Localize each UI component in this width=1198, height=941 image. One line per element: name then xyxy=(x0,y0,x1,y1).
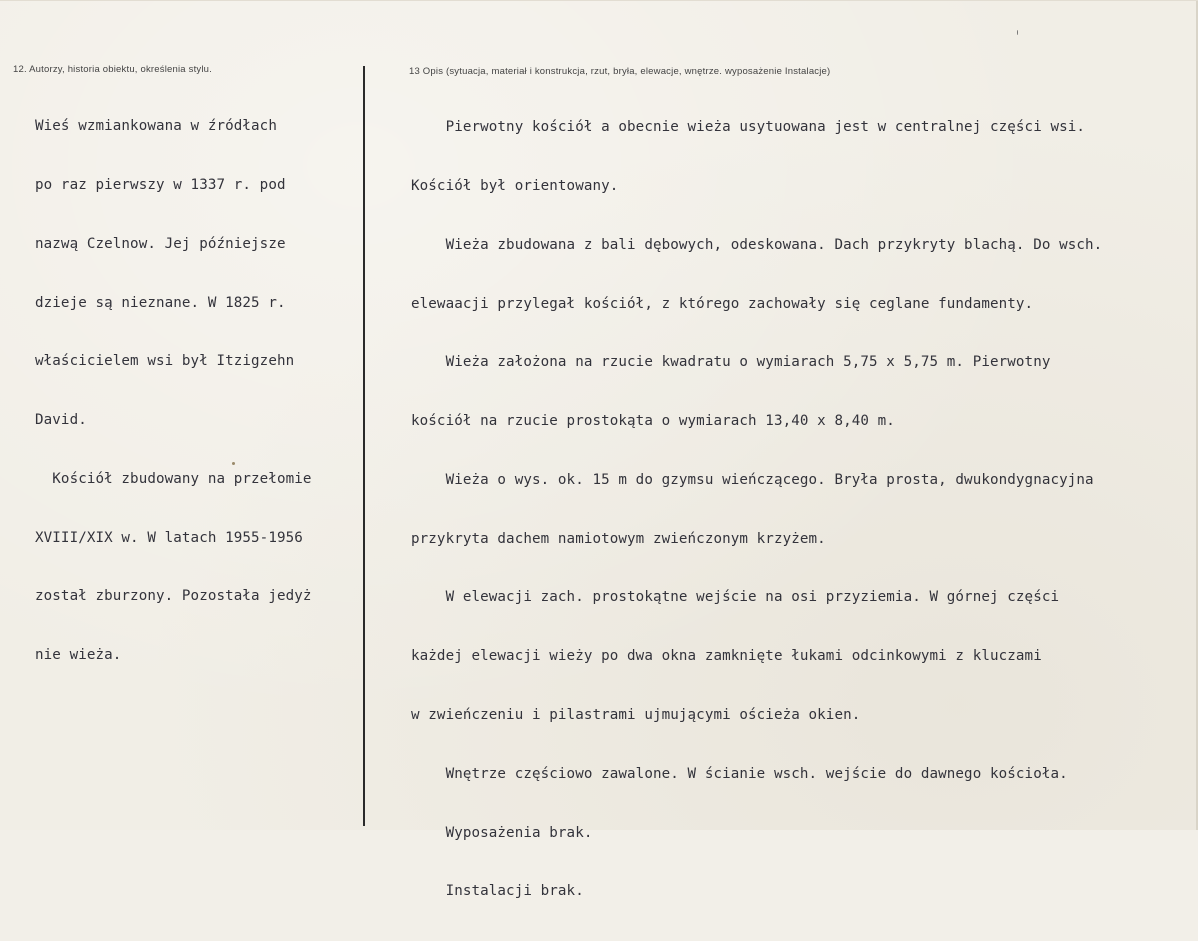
column-divider xyxy=(363,66,365,826)
history-line: nazwą Czelnow. Jej późniejsze xyxy=(35,235,286,252)
history-line: Wieś wzmiankowana w źródłach xyxy=(35,118,277,135)
history-line: właścicielem wsi był Itzigzehn xyxy=(35,353,295,370)
description-line: Wieża zbudowana z bali dębowych, odeskowana. Dach przykryty blachą. Do wsch. xyxy=(411,236,1103,253)
history-line: został zburzony. Pozostała jedyż xyxy=(35,588,312,605)
description-line: Wyposażenia brak. xyxy=(411,824,593,841)
description-line: Wnętrze częściowo zawalone. W ścianie wsch. wejście do dawnego kościoła. xyxy=(411,765,1068,782)
description-line: Kościół był orientowany. xyxy=(411,177,619,194)
description-text xyxy=(411,79,1102,941)
history-line: dzieje są nieznane. W 1825 r. xyxy=(35,294,286,311)
description-line: w zwieńczeniu i pilastrami ujmującymi ościeża okien. xyxy=(411,707,861,723)
description-line: każdej elewacji wieży po dwa okna zamknięte łukami odcinkowymi z kluczami xyxy=(411,648,1042,665)
history-line: po raz pierwszy w 1337 r. pod xyxy=(35,176,286,193)
paper-mark xyxy=(1017,30,1018,35)
history-line: nie wieża. xyxy=(35,647,122,664)
description-line: Pierwotny kościół a obecnie wieża usytuowana jest w centralnej części wsi. xyxy=(411,119,1086,136)
top-edge xyxy=(0,0,1198,1)
history-line: XVIII/XIX w. W latach 1955-1956 xyxy=(35,529,303,546)
history-text xyxy=(35,78,312,705)
description-line: Wieża założona na rzucie kwadratu o wymiarach 5,75 x 5,75 m. Pierwotny xyxy=(411,354,1051,371)
field-label-authors: 12. Autorzy, historia obiektu, określenia stylu. xyxy=(13,64,212,75)
description-line: elewaacji przylegał kościół, z którego zachowały się ceglane fundamenty. xyxy=(411,295,1034,312)
description-line: Instalacji brak. xyxy=(411,883,584,900)
history-line: Kościół zbudowany na przełomie xyxy=(35,470,312,487)
field-label-description: 13 Opis (sytuacja, materiał i konstrukcja, rzut, bryła, elewacje, wnętrze. wyposażenie Instalacje) xyxy=(409,66,831,77)
description-line: W elewacji zach. prostokątne wejście na osi przyziemia. W górnej części xyxy=(411,589,1060,606)
description-line: przykryta dachem namiotowym zwieńczonym krzyżem. xyxy=(411,530,826,547)
description-line: Wieża o wys. ok. 15 m do gzymsu wieńczącego. Bryła prosta, dwukondygnacyjna xyxy=(411,471,1094,488)
paper-speck xyxy=(232,462,235,465)
description-line: kościół na rzucie prostokąta o wymiarach 13,40 x 8,40 m. xyxy=(411,413,895,430)
history-line: David. xyxy=(35,412,87,429)
